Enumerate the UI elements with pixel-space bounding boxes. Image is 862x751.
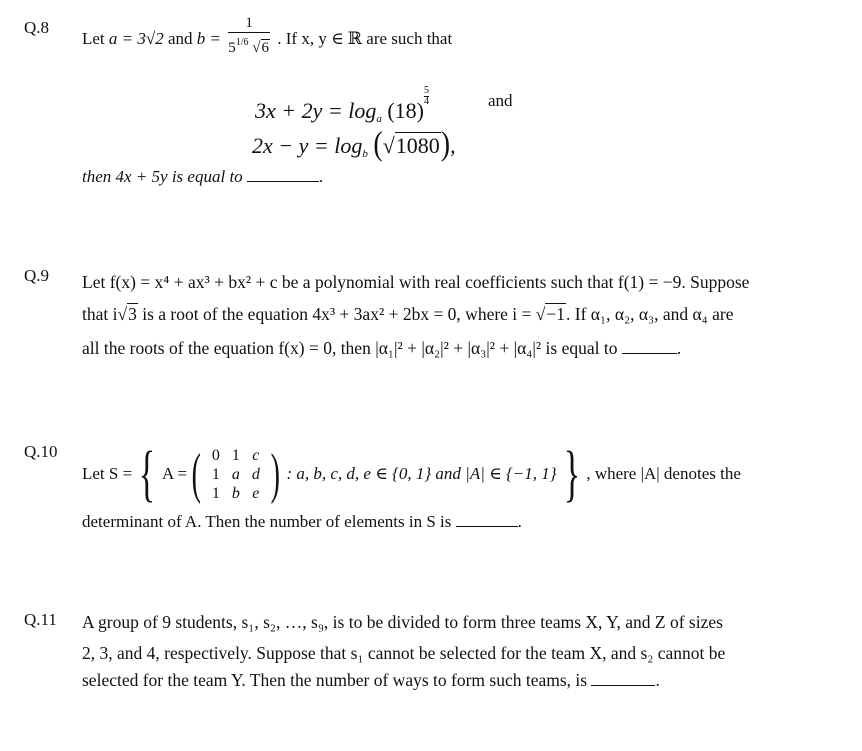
- q10-period: .: [517, 512, 522, 531]
- q9-line2-c: . If α₁, α₂, α₃, and α₄ are: [566, 304, 734, 324]
- matrix-a: [206, 446, 266, 503]
- q10-let: Let S =: [82, 464, 133, 483]
- q8-line-1: [82, 15, 453, 58]
- question-number-8: Q.8: [24, 18, 50, 37]
- q8-b-den-base: 5: [228, 40, 236, 56]
- q8-eq1-lhs: 3x + 2y = log: [255, 98, 377, 123]
- matrix-cell: d: [251, 465, 260, 483]
- matrix-cell: 1: [211, 484, 220, 502]
- q8-then-text: then 4x + 5y is equal to: [82, 167, 243, 186]
- matrix-cell: e: [252, 484, 260, 502]
- q8-period: .: [318, 167, 324, 186]
- set-open-brace: {: [138, 440, 156, 508]
- q8-eq1-argument: (18): [387, 98, 424, 123]
- q9-line-1: Let f(x) = x⁴ + ax³ + bx² + c be a polynomial with real coefficients such that f(1) = −9. Suppose: [82, 272, 750, 292]
- q8-eq2-base: b: [362, 148, 368, 160]
- q9-line-3: [82, 338, 681, 359]
- question-number-9: Q.9: [24, 266, 50, 285]
- answer-blank[interactable]: [456, 512, 518, 527]
- q9-period: .: [676, 338, 682, 358]
- question-number-11: Q.11: [24, 610, 57, 629]
- q8-b-lhs: b =: [196, 28, 221, 48]
- q10-line2-text: determinant of A. Then the number of elements in S is: [82, 512, 452, 531]
- q11-line-3: [82, 670, 660, 691]
- answer-blank[interactable]: [622, 339, 677, 354]
- q8-and-2: and: [488, 91, 513, 110]
- q10-where: , where |A| denotes the: [586, 464, 741, 483]
- matrix-cell: a: [231, 465, 240, 483]
- matrix-cell: 0: [211, 446, 220, 464]
- q11-period: .: [655, 670, 660, 690]
- question-number-10: Q.10: [24, 442, 58, 461]
- q11-line3-text: selected for the team Y. Then the number of ways to form such teams, is: [82, 670, 588, 690]
- set-close-brace: }: [563, 440, 580, 508]
- q8-eq2-argument: 1080: [395, 133, 440, 158]
- q8-let: Let: [82, 28, 105, 48]
- q8-b-den-radicand: 6: [261, 40, 270, 56]
- q8-b-fraction: [228, 14, 270, 58]
- q8-and: and: [167, 28, 193, 48]
- q10-a-equals: A =: [161, 464, 188, 483]
- answer-blank[interactable]: [591, 671, 655, 686]
- q8-b-den-exponent: 1/6: [235, 37, 249, 48]
- matrix-cell: 1: [231, 446, 240, 464]
- q9-radicand-3: 3: [128, 304, 137, 324]
- q8-b-denominator: $5^{1/6}$ √6: [228, 37, 270, 56]
- matrix-cell: 1: [211, 465, 220, 483]
- q10-line-1: [82, 438, 741, 510]
- q9-line-2: that i√3 is a root of the equation 4x³ + 3ax² + 2bx = 0, where i = √−1. If α₁, α₂, α₃, and α₄ are: [82, 304, 734, 324]
- q8-a-definition: a = 3√2: [108, 28, 164, 48]
- q11-line-2: 2, 3, and 4, respectively. Suppose that s₁ cannot be selected for the team X, and s₂ cannot be: [82, 643, 726, 663]
- q8-condition: . If x, y ∈ ℝ are such that: [277, 28, 453, 48]
- q9-line3-text: all the roots of the equation f(x) = 0, then |α₁|² + |α₂|² + |α₃|² + |α₄|² is equal to: [82, 338, 618, 358]
- q8-eq1-power: [424, 86, 429, 107]
- matrix-cell: b: [231, 484, 240, 502]
- q10-line-2: [82, 512, 522, 532]
- q8-equation-2: $2x - y = \log_b (√1080)$,: [252, 125, 456, 163]
- answer-blank[interactable]: [247, 167, 319, 182]
- q8-eq1-base: a: [376, 113, 382, 125]
- matrix-cell: c: [252, 446, 260, 464]
- q8-equation-1: [255, 86, 429, 125]
- q8-line-then: [82, 167, 323, 187]
- q11-line-1: A group of 9 students, s₁, s₂, …, s₉, is to be divided to form three teams X, Y, and Z of sizes: [82, 612, 723, 632]
- q10-condition: : a, b, c, d, e ∈ {0, 1} and |A| ∈ {−1, 1}: [286, 464, 557, 483]
- q9-line2-a: that i: [82, 304, 118, 324]
- matrix-close-paren: ): [270, 443, 280, 505]
- q8-eq2-end: ,: [450, 133, 456, 158]
- q8-eq2-lhs: 2x − y = log: [252, 133, 363, 158]
- q9-line2-b: is a root of the equation 4x³ + 3ax² + 2bx = 0, where i =: [142, 304, 532, 324]
- matrix-open-paren: (: [191, 443, 202, 505]
- q8-eq1-power-num: 5: [424, 85, 429, 96]
- q8-b-numerator: 1: [228, 14, 270, 33]
- q8-eq1-power-den: 4: [424, 96, 429, 107]
- q9-radicand-neg1: −1: [546, 304, 566, 324]
